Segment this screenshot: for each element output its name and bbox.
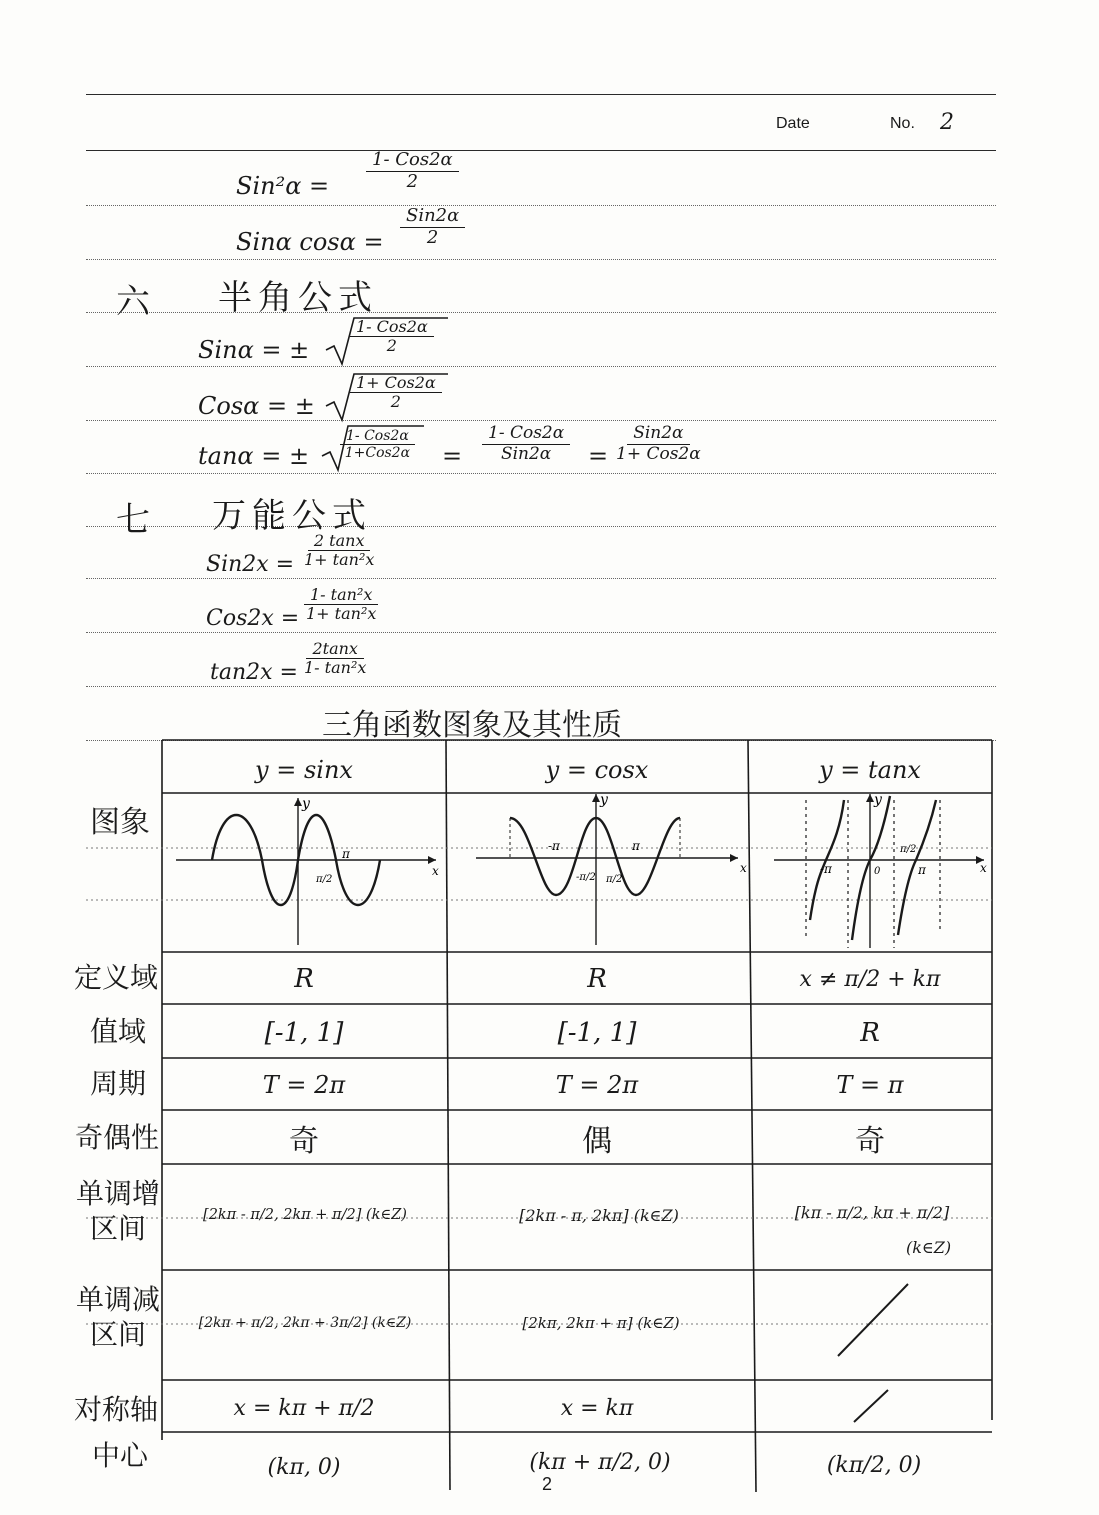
formula-lhs: Sinα = ± xyxy=(198,336,310,364)
sin-graph xyxy=(176,796,439,945)
sin-range: [-1, 1] xyxy=(264,1018,344,1048)
sin-pi-label: π xyxy=(342,847,350,861)
tan-zero-label: 0 xyxy=(874,866,881,877)
sin-half-pi-label: π/2 xyxy=(316,874,333,885)
date-label: Date xyxy=(776,115,810,132)
tan-y-axis-label: y xyxy=(874,792,882,808)
tan-parity: 奇 xyxy=(855,1124,885,1159)
number-label: No. xyxy=(890,115,915,132)
sin-decreasing: [2kπ + π/2, 2kπ + 3π/2] (k∈Z) xyxy=(198,1315,412,1331)
table-title: 三角函数图象及其性质 xyxy=(322,708,622,743)
cos-y-axis-label: y xyxy=(600,792,608,808)
tan-increasing: [kπ - π/2, kπ + π/2] xyxy=(794,1202,950,1222)
equals-sign: = xyxy=(442,442,463,470)
cos-decreasing: [2kπ, 2kπ + π] (k∈Z) xyxy=(522,1314,680,1332)
cos-symmetry-axis: x = kπ xyxy=(560,1395,634,1421)
cos-parity: 偶 xyxy=(582,1124,612,1159)
sin-parity: 奇 xyxy=(289,1124,319,1159)
column-header-cos: y = cosx xyxy=(545,756,649,784)
tan-graph xyxy=(774,792,987,948)
row-label-domain: 定义域 xyxy=(73,961,158,994)
cos-x-axis-label: x xyxy=(740,861,747,875)
fraction-numerator: 1- Cos2α xyxy=(350,318,434,337)
cos-center-footnote: 2 xyxy=(542,1474,553,1494)
tan-domain: x ≠ π/2 + kπ xyxy=(799,966,941,992)
fraction-denominator: 2 xyxy=(426,226,439,248)
tan-half-pi-label: π/2 xyxy=(900,844,917,855)
tan-range: R xyxy=(860,1018,880,1048)
cos-increasing: [2kπ - π, 2kπ] (k∈Z) xyxy=(519,1205,679,1225)
fraction-numerator: Sin2α xyxy=(400,206,465,228)
row-label-symmetry-axis: 对称轴 xyxy=(73,1393,158,1426)
section-title: 万能公式 xyxy=(212,496,372,536)
fraction-numerator: 1+ Cos2α xyxy=(350,374,442,393)
cos-half-pi-label: π/2 xyxy=(606,874,623,885)
column-header-tan: y = tanx xyxy=(819,756,921,784)
formula-lhs: Sin²α = xyxy=(236,172,330,200)
row-label-decreasing: 单调减区间 xyxy=(75,1283,160,1351)
row-label-period: 周期 xyxy=(89,1067,146,1100)
sin-center: (kπ, 0) xyxy=(267,1454,341,1480)
equals-sign: = xyxy=(588,442,609,470)
fraction-denominator: Sin2α xyxy=(500,443,552,464)
section-index: 七 xyxy=(116,500,156,540)
fraction-denominator: 2 xyxy=(390,392,401,412)
sin-symmetry-axis: x = kπ + π/2 xyxy=(233,1395,375,1421)
fraction-denominator: 1+ Cos2α xyxy=(616,443,701,464)
sin-increasing: [2kπ - π/2, 2kπ + π/2] (k∈Z) xyxy=(203,1207,407,1223)
sin-period: T = 2π xyxy=(262,1071,346,1099)
sin-domain: R xyxy=(294,964,314,994)
formula-lhs: tan2x = xyxy=(210,660,298,685)
formula-lhs: Sin2x = xyxy=(206,552,295,577)
fraction-numerator: 2 tanx xyxy=(308,532,371,551)
tan-period: T = π xyxy=(836,1071,904,1099)
tan-decreasing-none-mark xyxy=(838,1284,908,1356)
tan-increasing-k: (k∈Z) xyxy=(906,1238,952,1257)
row-label-graph: 图象 xyxy=(90,805,150,840)
row-label-range: 值域 xyxy=(89,1015,146,1048)
tan-symmetry-none-mark xyxy=(854,1390,888,1422)
fraction-denominator: 2 xyxy=(406,170,419,192)
tan-neg-pi-label: -π xyxy=(820,862,832,876)
sin-x-axis-label: x xyxy=(432,864,439,878)
section-title: 半角公式 xyxy=(218,278,378,318)
formula-lhs: Cosα = ± xyxy=(198,392,315,420)
tan-x-axis-label: x xyxy=(980,861,987,875)
tan-pi-label: π xyxy=(918,863,926,877)
cos-pi-label: π xyxy=(632,839,640,853)
fraction-numerator: Sin2α xyxy=(627,424,689,445)
page-number: 2 xyxy=(940,110,954,135)
row-label-center: 中心 xyxy=(91,1439,148,1472)
cos-period: T = 2π xyxy=(555,1071,639,1099)
fraction-numerator: 1- Cos2α xyxy=(482,424,570,445)
row-label-parity: 奇偶性 xyxy=(74,1121,159,1154)
fraction-numerator: 1- Cos2α xyxy=(340,428,415,445)
fraction-numerator: 1- Cos2α xyxy=(366,150,459,172)
cos-domain: R xyxy=(587,964,607,994)
tan-center: (kπ/2, 0) xyxy=(826,1452,922,1478)
cos-neg-pi-label: -π xyxy=(548,839,560,853)
cos-center: (kπ + π/2, 0) xyxy=(529,1449,671,1475)
cos-graph xyxy=(476,792,747,945)
fraction-denominator: 1- tan²x xyxy=(304,658,367,678)
fraction-denominator: 1+ tan²x xyxy=(306,604,377,624)
formula-lhs: tanα = ± xyxy=(198,442,310,470)
formula-lhs: Sinα cosα = xyxy=(236,228,384,256)
row-label-increasing: 单调增区间 xyxy=(75,1177,160,1245)
column-header-sin: y = sinx xyxy=(255,756,353,784)
formula-lhs: Cos2x = xyxy=(206,606,300,631)
sin-y-axis-label: y xyxy=(302,796,310,812)
section-index: 六 xyxy=(116,282,156,322)
cos-neg-half-pi-label: -π/2 xyxy=(576,872,596,883)
fraction-numerator: 1- tan²x xyxy=(304,586,378,605)
fraction-denominator: 1+Cos2α xyxy=(344,445,411,462)
fraction-denominator: 1+ tan²x xyxy=(304,550,375,570)
fraction-numerator: 2tanx xyxy=(306,640,363,659)
cos-range: [-1, 1] xyxy=(557,1018,637,1048)
fraction-denominator: 2 xyxy=(386,336,397,356)
